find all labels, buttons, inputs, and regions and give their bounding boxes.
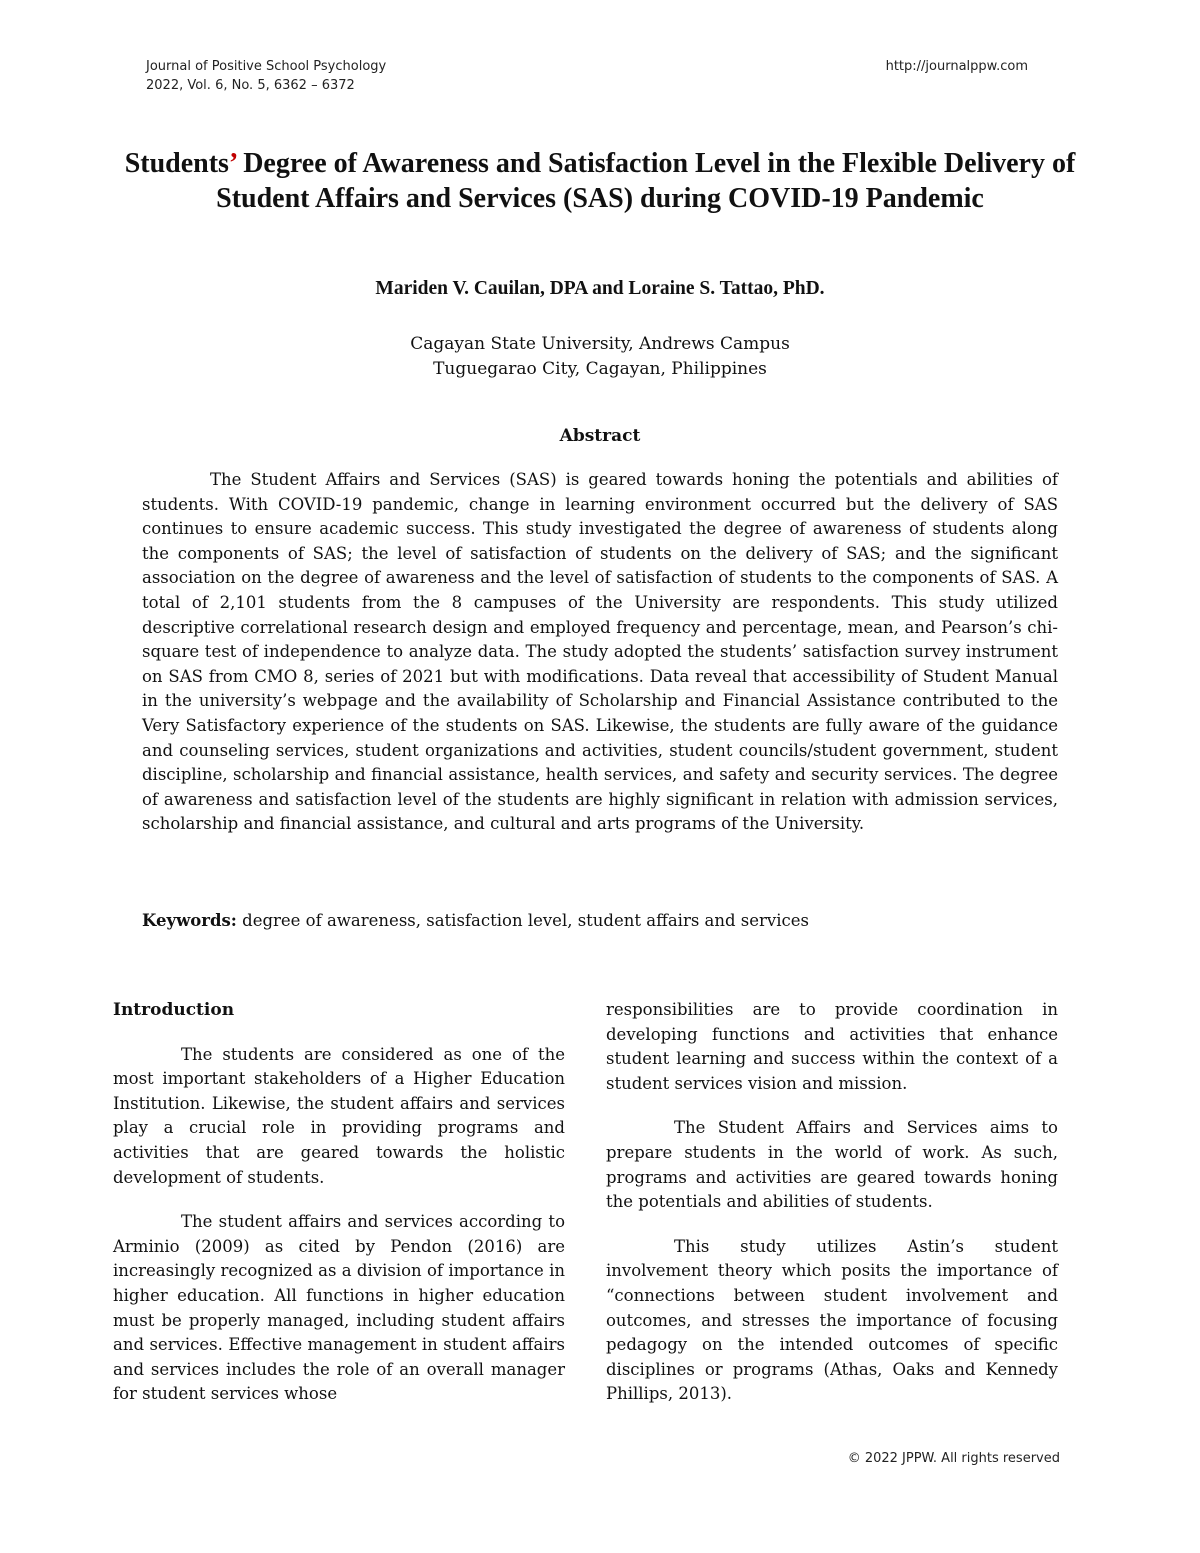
paragraph: This study utilizes Astin’s student involvement theory which posits the importance of “connections between student involvement and outcomes, and stresses the importance of focusing pedagogy on the intended outcomes of specific disciplines or programs (Athas, Oaks and Kennedy Phillips, 2013). [606,1236,1058,1404]
keywords-label: Keywords: [142,911,237,930]
keywords-text: degree of awareness, satisfaction level, student affairs and services [236,911,810,930]
keywords [142,911,1058,930]
abstract-text: The Student Affairs and Services (SAS) is geared towards honing the potentials and abilities of students. With COVID-19 pandemic, change in learning environment occurred but the delivery of SAS continues to ensure academic success. This study investigated the degree of awareness of students along the components of SAS; the level of satisfaction of students on the delivery of SAS; and the significant association on the degree of awareness and the level of satisfaction of students to the components of SAS. A total of 2,101 students from the 8 campuses of the University are respondents. This study utilized descriptive correlational research design and employed frequency and percentage, mean, and Pearson’s chi-square test of independence to analyze data. The study adopted the students’ satisfaction survey instrument on SAS from CMO 8, series of 2021 but with modifications. Data reveal that accessibility of Student Manual in the university’s webpage and the availability of Scholarship and Financial Assistance contributed to the Very Satisfactory experience of the students on SAS. Likewise, the students are fully aware of the guidance and counseling services, student organizations and activities, student councils/student government, student discipline, scholarship and financial assistance, health services, and safety and security services. The degree of awareness and satisfaction level of the students are highly significant in relation with admission services, scholarship and financial assistance, and cultural and arts programs of the University. [142,470,1058,834]
copyright-footer: © 2022 JPPW. All rights reserved [847,1451,1060,1466]
affiliation [120,332,1080,382]
journal-name: Journal of Positive School Psychology [146,59,387,74]
journal-volume: 2022, Vol. 6, No. 5, 6362 – 6372 [146,78,355,93]
authors: Mariden V. Cauilan, DPA and Loraine S. Tattao, PhD. [375,278,825,299]
paragraph: The Student Affairs and Services aims to prepare students in the world of work. As such, programs and activities are geared towards honing the potentials and abilities of students. [606,1118,1058,1212]
abstract-heading: Abstract [559,426,641,446]
paper-title [120,146,1080,216]
affiliation-line2: Tuguegarao City, Cagayan, Philippines [433,359,767,379]
title-part1: Students [124,148,229,179]
paragraph: The students are considered as one of the most important stakeholders of a Higher Education Institution. Likewise, the student affairs and services play a crucial role in providing programs and activities that are geared towards the holistic development of students. [113,1044,565,1187]
title-apostrophe: ’ [228,148,237,179]
journal-header [146,57,386,95]
title-part2: Degree of Awareness and Satisfaction Level in the Flexible Delivery of Student Affairs and Services (SAS) during COVID-19 Pandemic [216,148,1076,214]
left-column [113,998,565,1427]
section-heading-introduction: Introduction [113,1000,235,1020]
journal-url[interactable]: http://journalppw.com [885,59,1028,74]
paragraph-continued: responsibilities are to provide coordination in developing functions and activities that enhance student learning and success within the context of a student services vision and mission. [606,1000,1058,1093]
affiliation-line1: Cagayan State University, Andrews Campus [410,334,790,354]
paragraph: The student affairs and services according to Arminio (2009) as cited by Pendon (2016) are increasingly recognized as a division of importance in higher education. All functions in higher education must be properly managed, including student affairs and services. Effective management in student affairs and services includes the role of an overall manager for student services whose [113,1212,565,1404]
right-column [606,998,1058,1427]
